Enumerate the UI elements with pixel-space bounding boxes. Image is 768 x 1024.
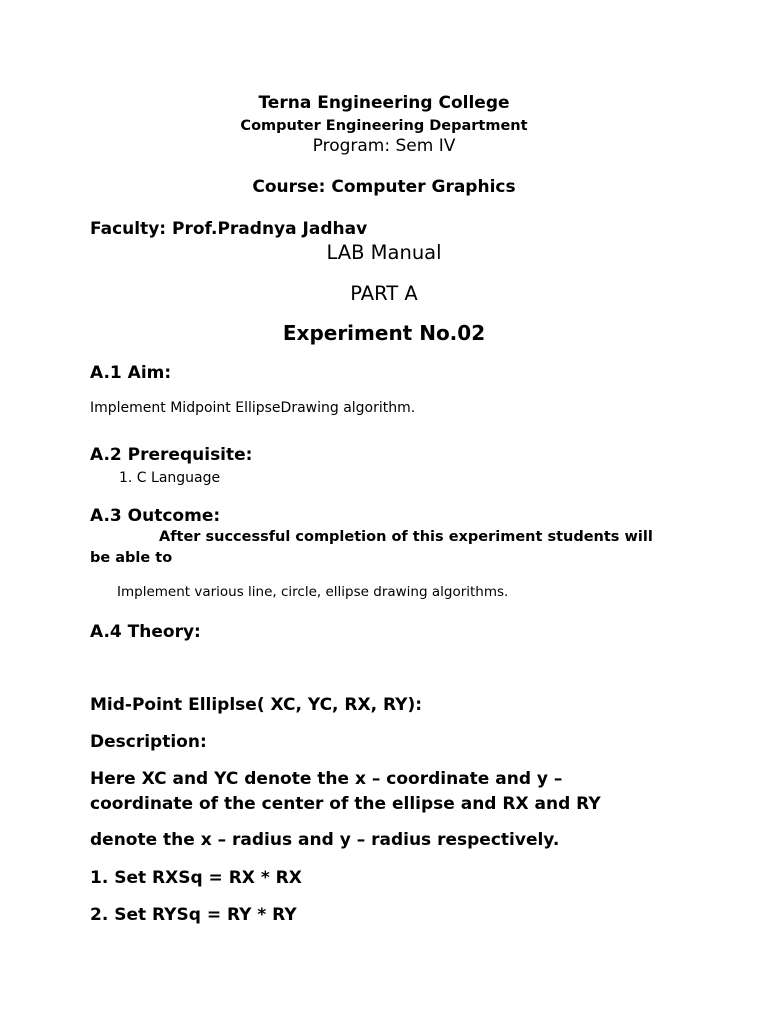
program-line: Program: Sem IV: [312, 136, 456, 156]
description-line-1: Here XC and YC denote the x – coordinate and y –: [90, 769, 563, 789]
experiment-title: Experiment No.02: [282, 321, 486, 345]
outcome-line-1: After successful completion of this experiment students will: [159, 529, 653, 545]
outcome-line-2: be able to: [90, 550, 173, 566]
college-name: Terna Engineering College: [258, 93, 510, 113]
outcome-heading: A.3 Outcome:: [90, 506, 221, 526]
outcome-item: Implement various line, circle, ellipse drawing algorithms.: [117, 584, 509, 600]
theory-heading: A.4 Theory:: [90, 622, 201, 642]
algorithm-step: 2. Set RYSq = RY * RY: [90, 905, 297, 925]
algorithm-signature: Mid-Point Elliplse( XC, YC, RX, RY):: [90, 695, 423, 715]
algorithm-step: 1. Set RXSq = RX * RX: [90, 868, 302, 888]
prerequisite-item: 1. C Language: [119, 470, 221, 486]
faculty-line: Faculty: Prof.Pradnya Jadhav: [90, 219, 368, 239]
aim-heading: A.1 Aim:: [90, 363, 172, 383]
prerequisite-heading: A.2 Prerequisite:: [90, 445, 253, 465]
description-line-3: denote the x – radius and y – radius respectively.: [90, 830, 560, 850]
description-heading: Description:: [90, 732, 207, 752]
course-line: Course: Computer Graphics: [252, 177, 516, 197]
description-line-2: coordinate of the center of the ellipse and RX and RY: [90, 794, 601, 814]
part-title: PART A: [350, 282, 418, 305]
department-name: Computer Engineering Department: [240, 118, 528, 134]
aim-text: Implement Midpoint EllipseDrawing algorithm.: [90, 400, 416, 416]
manual-title: LAB Manual: [326, 241, 442, 264]
